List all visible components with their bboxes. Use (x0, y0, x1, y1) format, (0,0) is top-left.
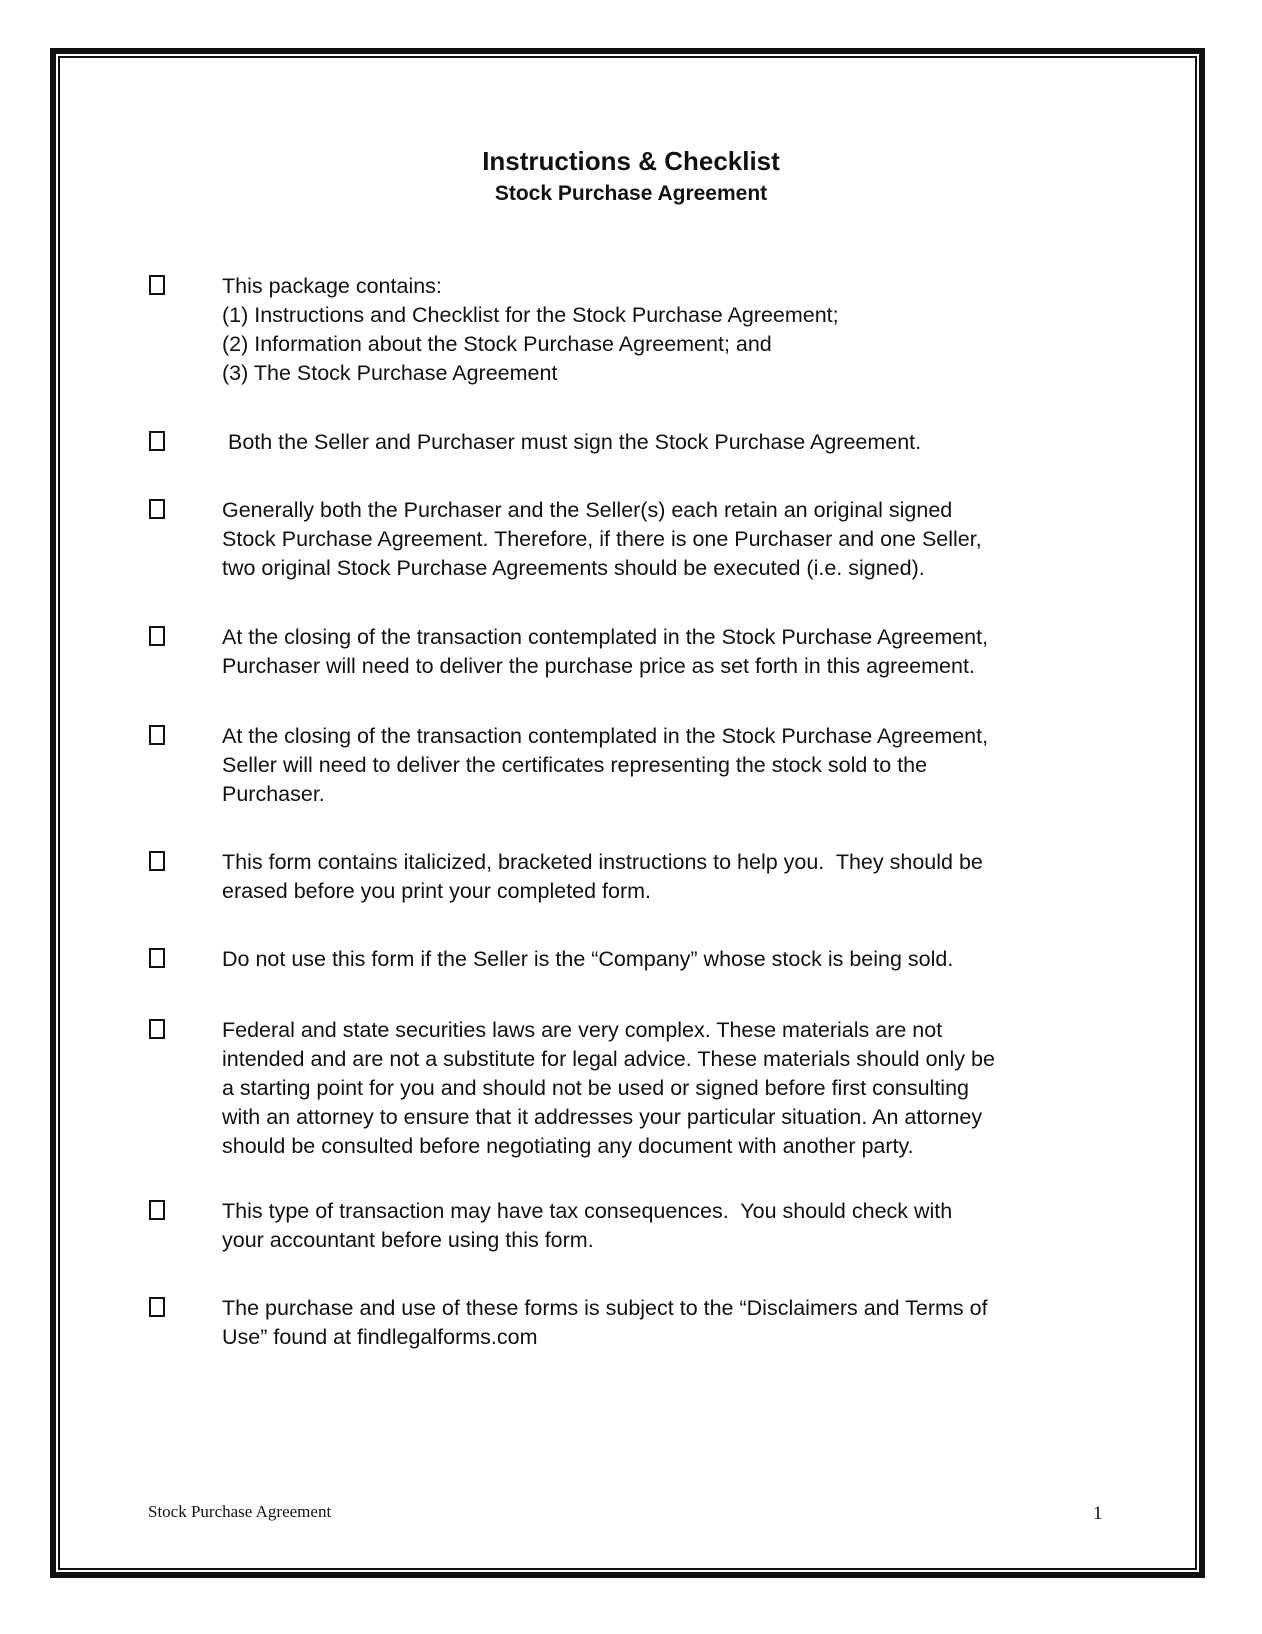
text-line: your accountant before using this form. (222, 1228, 594, 1252)
checkbox-icon[interactable] (149, 275, 165, 295)
text-line: Purchaser. (222, 782, 325, 806)
page-subtitle: Stock Purchase Agreement (494, 182, 768, 205)
checkbox-icon[interactable] (149, 1200, 165, 1220)
text-line: Federal and state securities laws are very complex. These materials are not (222, 1018, 943, 1042)
footer-page-number: 1 (1093, 1503, 1103, 1524)
checklist-item-text (222, 428, 1107, 457)
text-line: two original Stock Purchase Agreements should be executed (i.e. signed). (222, 556, 925, 580)
checklist-item-text (222, 1197, 1107, 1255)
checkbox-icon[interactable] (149, 499, 165, 519)
text-line: This package contains: (222, 274, 442, 298)
text-line: Seller will need to deliver the certificates representing the stock sold to the (222, 753, 928, 777)
text-line: At the closing of the transaction contemplated in the Stock Purchase Agreement, (222, 724, 989, 748)
text-line: should be consulted before negotiating any document with another party. (222, 1134, 914, 1158)
checklist-item-text (222, 496, 1107, 583)
checklist-item-text (222, 623, 1107, 681)
text-line: This form contains italicized, bracketed instructions to help you. They should be (222, 850, 983, 874)
checkbox-icon[interactable] (149, 851, 165, 871)
text-line: The purchase and use of these forms is subject to the “Disclaimers and Terms of (222, 1296, 988, 1320)
text-line: This type of transaction may have tax consequences. You should check with (222, 1199, 953, 1223)
page-title: Instructions & Checklist (482, 146, 780, 176)
checklist-item-text (222, 848, 1107, 906)
text-line: Purchaser will need to deliver the purchase price as set forth in this agreement. (222, 654, 975, 678)
text-line: (1) Instructions and Checklist for the Stock Purchase Agreement; (222, 303, 839, 327)
checklist-item-text (222, 1294, 1107, 1352)
text-line: Both the Seller and Purchaser must sign the Stock Purchase Agreement. (222, 430, 922, 454)
text-line: Generally both the Purchaser and the Seller(s) each retain an original signed (222, 498, 953, 522)
checklist-item-text (222, 945, 1107, 974)
text-line: a starting point for you and should not be used or signed before first consulting (222, 1076, 969, 1100)
text-line: (2) Information about the Stock Purchase Agreement; and (222, 332, 772, 356)
text-line: Use” found at findlegalforms.com (222, 1325, 538, 1349)
checkbox-icon[interactable] (149, 1297, 165, 1317)
text-line: Stock Purchase Agreement. Therefore, if there is one Purchaser and one Seller, (222, 527, 982, 551)
text-line: (3) The Stock Purchase Agreement (222, 361, 558, 385)
checkbox-icon[interactable] (149, 431, 165, 451)
text-line: At the closing of the transaction contemplated in the Stock Purchase Agreement, (222, 625, 989, 649)
checklist-item-text (222, 272, 1107, 388)
checkbox-icon[interactable] (149, 1019, 165, 1039)
checklist-item-text (222, 1016, 1107, 1161)
checkbox-icon[interactable] (149, 725, 165, 745)
text-line: Do not use this form if the Seller is the “Company” whose stock is being sold. (222, 947, 954, 971)
text-line: erased before you print your completed form. (222, 879, 652, 903)
footer-document-name: Stock Purchase Agreement (148, 1502, 332, 1521)
checkbox-icon[interactable] (149, 626, 165, 646)
checkbox-icon[interactable] (149, 948, 165, 968)
checklist-item-text (222, 722, 1107, 809)
text-line: intended and are not a substitute for legal advice. These materials should only be (222, 1047, 995, 1071)
text-line: with an attorney to ensure that it addresses your particular situation. An attorney (222, 1105, 983, 1129)
